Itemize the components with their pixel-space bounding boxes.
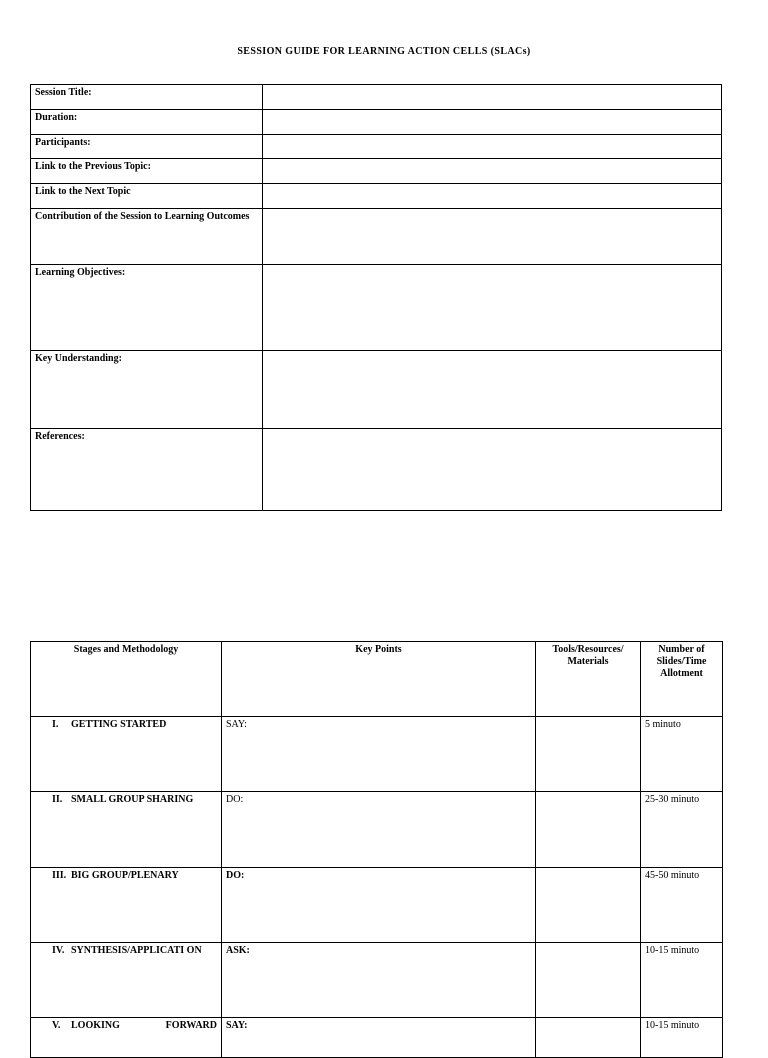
stage-number: II. — [52, 794, 63, 805]
stage-name: BIG GROUP/PLENARY — [71, 870, 179, 881]
time-allotment: 10-15 minuto — [641, 943, 723, 1018]
stage-row — [31, 792, 723, 868]
stage-number: V. — [52, 1020, 61, 1031]
stage-name: SYNTHESIS/APPLICATI ON — [71, 945, 202, 956]
info-label: Contribution of the Session to Learning Outcomes — [31, 209, 263, 265]
stage-row — [31, 943, 723, 1018]
key-point-text: SAY: — [226, 1020, 248, 1031]
stage-name: GETTING STARTED — [71, 719, 167, 730]
header-tools: Tools/Resources/ Materials — [536, 642, 641, 717]
info-value-cell[interactable] — [263, 110, 722, 135]
time-allotment: 5 minuto — [641, 717, 723, 792]
info-label: References: — [31, 429, 263, 511]
stage-cell — [31, 868, 222, 943]
info-label: Participants: — [31, 135, 263, 159]
info-value-cell[interactable] — [263, 159, 722, 184]
key-point-cell[interactable] — [222, 792, 536, 868]
info-row-learning-objectives — [31, 265, 722, 351]
key-point-text: ASK: — [226, 945, 250, 956]
time-allotment: 25-30 minuto — [641, 792, 723, 868]
stage-number: III. — [52, 870, 67, 881]
info-value-cell[interactable] — [263, 135, 722, 159]
info-label: Key Understanding: — [31, 351, 263, 429]
info-row-duration — [31, 110, 722, 135]
info-label: Session Title: — [31, 85, 263, 110]
info-value-cell[interactable] — [263, 429, 722, 511]
stage-cell — [31, 792, 222, 868]
header-slides-time: Number of Slides/Time Allotment — [641, 642, 723, 717]
key-point-cell[interactable] — [222, 943, 536, 1018]
info-label: Link to the Previous Topic: — [31, 159, 263, 184]
key-point-cell[interactable] — [222, 717, 536, 792]
info-value-cell[interactable] — [263, 184, 722, 209]
stage-number: IV. — [52, 945, 65, 956]
tools-cell[interactable] — [536, 717, 641, 792]
tools-cell[interactable] — [536, 943, 641, 1018]
info-value-cell[interactable] — [263, 351, 722, 429]
info-row-key-understanding — [31, 351, 722, 429]
tools-cell[interactable] — [536, 868, 641, 943]
stages-header-row — [31, 642, 723, 717]
document-title: SESSION GUIDE FOR LEARNING ACTION CELLS (SLACs) — [237, 46, 531, 57]
info-row-contribution — [31, 209, 722, 265]
session-info-table — [30, 84, 722, 511]
stage-row — [31, 717, 723, 792]
key-point-text: SAY: — [226, 719, 247, 730]
key-point-cell[interactable] — [222, 868, 536, 943]
stages-table — [30, 641, 723, 1058]
info-row-next-topic — [31, 184, 722, 209]
stage-name: LOOKING FORWARD — [71, 1020, 217, 1031]
key-point-text: DO: — [226, 794, 244, 805]
stage-number: I. — [52, 719, 59, 730]
info-value-cell[interactable] — [263, 265, 722, 351]
stage-cell — [31, 943, 222, 1018]
time-allotment: 45-50 minuto — [641, 868, 723, 943]
info-row-references — [31, 429, 722, 511]
info-row-participants — [31, 135, 722, 159]
info-value-cell[interactable] — [263, 209, 722, 265]
tools-cell[interactable] — [536, 792, 641, 868]
info-row-session-title — [31, 85, 722, 110]
stage-cell — [31, 717, 222, 792]
header-stages: Stages and Methodology — [31, 642, 222, 717]
info-value-cell[interactable] — [263, 85, 722, 110]
stage-name: SMALL GROUP SHARING — [71, 794, 194, 805]
header-key-points: Key Points — [222, 642, 536, 717]
info-row-previous-topic — [31, 159, 722, 184]
info-label: Link to the Next Topic — [31, 184, 263, 209]
time-allotment: 10-15 minuto — [641, 1018, 723, 1058]
key-point-text: DO: — [226, 870, 245, 881]
stage-row — [31, 868, 723, 943]
info-label: Duration: — [31, 110, 263, 135]
info-label: Learning Objectives: — [31, 265, 263, 351]
